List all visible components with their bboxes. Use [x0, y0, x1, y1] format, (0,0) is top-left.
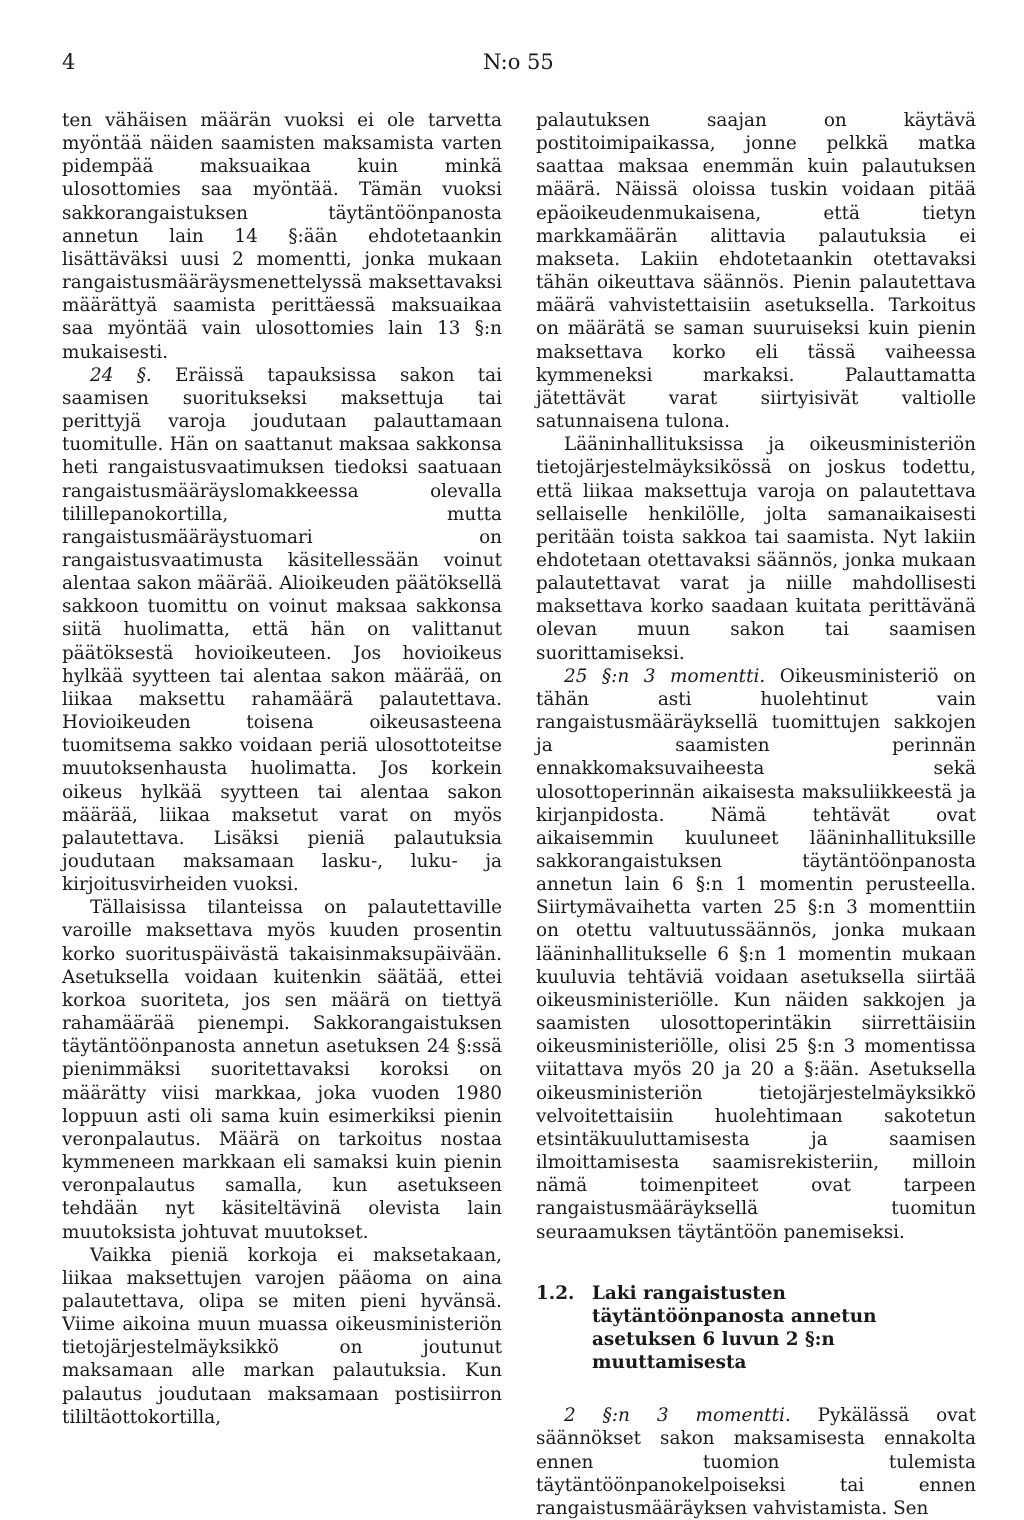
- right-paragraph-3: [536, 665, 976, 1244]
- left-paragraph-2: [62, 364, 502, 897]
- section-reference: 2 §:n 3 momentti.: [564, 1405, 791, 1427]
- heading-text: Laki rangaistusten täytäntöönpanosta annetun asetuksen 6 luvun 2 §:n muuttamisesta: [592, 1282, 877, 1374]
- right-paragraph-1: palautuksen saajan on käytävä postitoimipaikassa, jonne pelkkä matka saattaa maksaa enemmän kuin palautuksen määrä. Näissä oloissa tuskin voidaan pitää epäoikeudenmukaisena, että tietyn markkamäärän alittavia palautuksia ei makseta. Lakiin ehdotetaankin otettavaksi tähän oikeuttava säännös. Pienin palautettava määrä vahvistettaisiin asetuksella. Tarkoitus on määrätä se saman suuruiseksi kuin pienin maksettava korko eli tässä vaiheessa kymmeneksi markaksi. Palauttamatta jätettävät varat siirtyisivät valtiolle satunnaisena tulona.: [536, 110, 976, 433]
- issue-number: N:o 55: [483, 50, 554, 74]
- paragraph-text: Oikeusministeriö on tähän asti huolehtinut vain rangaistusmääräyksellä tuomittujen sakkojen ja saamisten perinnän ennakkomaksuvaiheesta sekä ulosottoperinnän aikaisesta maksuliikkeestä ja kirjanpidosta. Nämä tehtävät ovat aikaisemmin kuuluneet lääninhallituksille sakkorangaistuksen täytäntöönpanosta annetun lain 6 §:n 1 momentin perusteella. Siirtymävaihetta varten 25 §:n 3 momenttiin on otettu valtuutussäännös, jonka mukaan lääninhallitukselle 6 §:n 1 momentin mukaan kuuluvia tehtäviä voidaan asetuksella siirtää oikeusministeriölle. Kun näiden sakkojen ja saamisten ulosottoperintäkin siirrettäisiin oikeusministeriölle, olisi 25 §:n 3 momentissa viitattava myös 20 ja 20 a §:ään. Asetuksella oikeusministeriön tietojärjestelmäyksikkö velvoitettaisiin huolehtimaan sakotetun etsintäkuuluttamisesta ja saamisen ilmoittamisesta saamisrekisteriin, milloin nämä toimenpiteet ovat tarpeen rangaistusmääräyksellä tuomitun seuraamuksen täytäntöön panemiseksi.: [536, 665, 977, 1243]
- page-header: [0, 50, 1024, 90]
- left-paragraph-3: Tällaisissa tilanteissa on palautettaville varoille maksettava myös kuuden prosentin korko suorituspäivästä takaisinmaksupäivään. Asetuksella voidaan kuitenkin säätää, ettei korkoa suoriteta, jos sen määrä on tiettyä rahamäärää pienempi. Sakkorangaistuksen täytäntöönpanosta annetun asetuksen 24 §:ssä pienimmäksi suoritettavaksi koroksi on määrätty viisi markkaa, joka vuoden 1980 loppuun asti oli sama kuin esimerkiksi pienin veronpalautus. Määrä on tarkoitus nostaa kymmeneen markkaan eli samaksi kuin pienin veronpalautus samalla, kun asetukseen tehdään nyt käsiteltävinä olevista lain muutoksista johtuvat muutokset.: [62, 897, 502, 1243]
- page-number: 4: [62, 50, 76, 74]
- heading-number: 1.2.: [536, 1282, 575, 1304]
- section-heading: [536, 1282, 976, 1375]
- section-reference: 24 §.: [90, 364, 152, 386]
- left-paragraph-1: ten vähäisen määrän vuoksi ei ole tarvetta myöntää näiden saamisten maksamista varten pidempää maksuaikaa kuin minkä ulosottomies saa myöntää. Tämän vuoksi sakkorangaistuksen täytäntöönpanosta annetun lain 14 §:ään ehdotetaankin lisättäväksi uusi 2 momentti, jonka mukaan rangaistusmääräysmenettelyssä maksettavaksi määrättyä saamista perittäessä maksuaikaa saa myöntää vain ulosottomies lain 13 §:n mukaisesti.: [62, 110, 502, 363]
- paragraph-text: Pykälässä ovat säännökset sakon maksamisesta ennakolta ennen tuomion tulemista täytäntöönpanokelpoiseksi tai ennen rangaistusmääräyksen vahvistamista. Sen: [536, 1405, 976, 1519]
- right-column: [536, 109, 976, 1520]
- section-reference: 25 §:n 3 momentti.: [564, 665, 766, 687]
- right-paragraph-4: [536, 1404, 976, 1520]
- paragraph-text: Eräissä tapauksissa sakon tai saamisen suoritukseksi maksettuja tai perittyjä varoja joudutaan palauttamaan tuomitulle. Hän on saattanut maksaa sakkonsa heti rangaistusvaatimuksen tiedoksi saatuaan rangaistusmääräyslomakkeessa olevalla tilillepanokortilla, mutta rangaistusmääräystuomari on rangaistusvaatimusta käsitellessään voinut alentaa sakon määrää. Alioikeuden päätöksellä sakkoon tuomittu on voinut maksaa sakkonsa siitä huolimatta, että hän on valittanut päätöksestä hovioikeuteen. Jos hovioikeus hylkää syytteen tai alentaa sakon määrää, on liikaa maksettu rahamäärä palautettava. Hovioikeuden toisena oikeusasteena tuomitsema sakko voidaan periä ulosottoteitse muutoksenhausta huolimatta. Jos korkein oikeus hylkää syytteen tai alentaa sakon määrää, liikaa maksetut varat on myös palautettava. Lisäksi pieniä palautuksia joudutaan maksamaan lasku-, luku- ja kirjoitusvirheiden vuoksi.: [62, 364, 502, 896]
- left-column: [62, 109, 502, 1429]
- right-paragraph-2: Lääninhallituksissa ja oikeusministeriön tietojärjestelmäyksikössä on joskus todettu, että liikaa maksettuja varoja on palautettava sellaiselle henkilölle, jolta samanaikaisesti peritään toista sakkoa tai saamista. Nyt lakiin ehdotetaan otettavaksi säännös, jonka mukaan palautettavat varat ja niille mahdollisesti maksettava korko saadaan kuitata perittävänä olevan muun sakon tai saamisen suorittamiseksi.: [536, 434, 976, 664]
- left-paragraph-4: Vaikka pieniä korkoja ei maksetakaan, liikaa maksettujen varojen pääoma on aina palautettava, olipa se miten pieni hyvänsä. Viime aikoina muun muassa oikeusministeriön tietojärjestelmäyksikkö on joutunut maksamaan alle markan palautuksia. Kun palautus joudutaan maksamaan postisiirron tililtäottokortilla,: [62, 1244, 502, 1428]
